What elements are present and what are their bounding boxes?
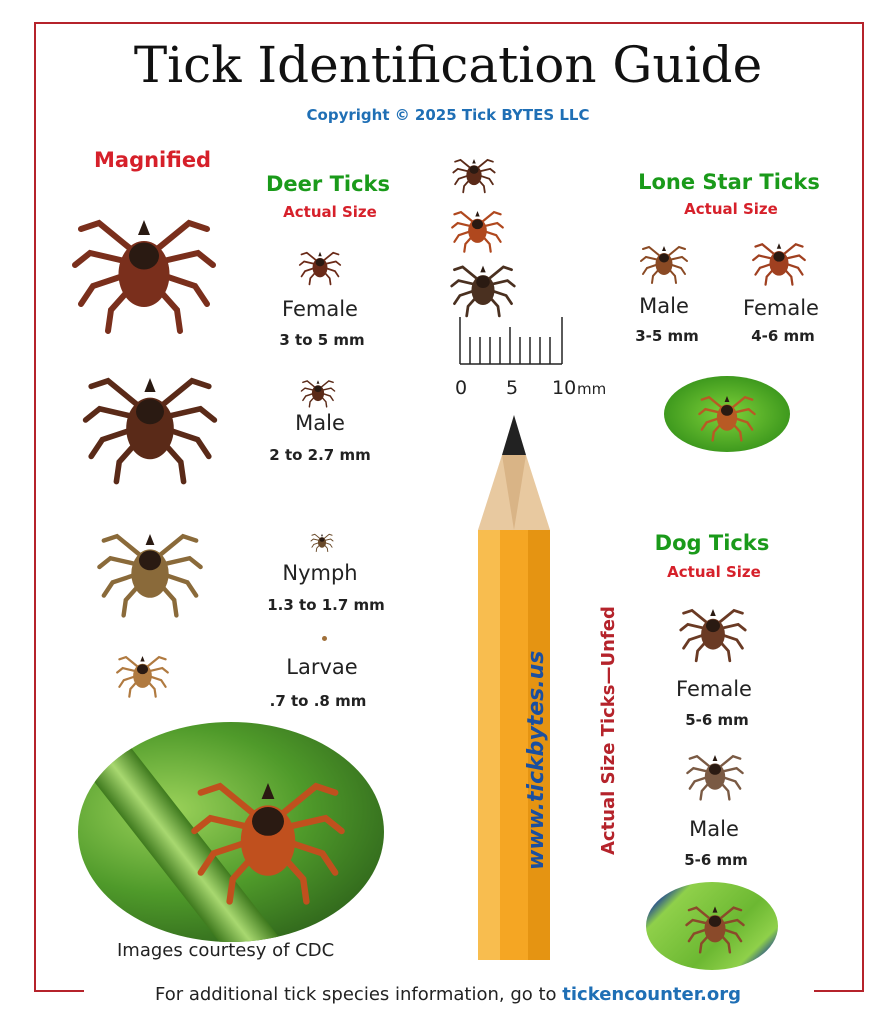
deer-nymph-size: 1.3 to 1.7 mm [267,596,385,614]
dog-tick-photo [646,882,778,970]
ruler-tick-10: 10 [552,377,577,399]
pencil-url: www.tickbytes.us [524,650,549,870]
deer-nymph-magnified-image [95,512,205,622]
magnified-label: Magnified [94,148,212,172]
middle-tick-image-3 [448,252,518,320]
lone-star-actual-size: Actual Size [684,200,778,218]
deer-actual-size: Actual Size [283,203,377,221]
deer-larvae-size: .7 to .8 mm [269,692,367,710]
lone-star-male-label: Male [639,294,689,318]
page-title: Tick Identification Guide [133,36,763,94]
dog-ticks-heading: Dog Ticks [654,531,770,555]
deer-female-label: Female [282,297,358,321]
lone-star-photo [664,376,790,452]
deer-tick-cdc-photo [78,722,384,942]
dog-male-size: 5-6 mm [684,851,748,869]
ruler-tick-5: 5 [505,377,519,399]
deer-female-size: 3 to 5 mm [279,331,365,349]
ruler-unit: mm [577,380,607,398]
lone-star-male-size: 3-5 mm [635,327,699,345]
copyright: Copyright © 2025 Tick BYTES LLC [306,106,590,124]
deer-female-actual-image [298,240,342,290]
dog-female-size: 5-6 mm [685,711,749,729]
lone-star-female-image [750,232,808,288]
lone-star-male-image [635,236,693,286]
footer-text: For additional tick species information, go to [154,984,563,1005]
ruler [455,312,575,370]
footer-link[interactable]: tickencounter.org [562,984,741,1005]
dog-male-image [685,738,745,808]
deer-female-magnified-image [54,190,234,340]
image-credit: Images courtesy of CDC [117,940,335,961]
deer-male-actual-image [300,372,336,410]
lone-star-female-size: 4-6 mm [751,327,815,345]
deer-ticks-heading: Deer Ticks [265,172,391,196]
deer-male-size: 2 to 2.7 mm [269,446,371,464]
deer-nymph-actual-image [310,528,334,554]
lone-star-heading: Lone Star Ticks [638,170,820,194]
dog-female-image [678,594,748,666]
deer-male-magnified-image [80,345,220,495]
dog-actual-size: Actual Size [667,563,761,581]
deer-larvae-actual-image [322,636,327,641]
dog-female-label: Female [676,677,752,701]
deer-nymph-label: Nymph [282,561,358,585]
deer-larvae-magnified-image [115,645,170,700]
dog-male-label: Male [689,817,739,841]
ruler-tick-0: 0 [454,377,468,399]
footer [0,984,896,1005]
lone-star-female-label: Female [743,296,819,320]
deer-male-label: Male [295,411,345,435]
deer-larvae-label: Larvae [286,655,358,679]
actual-size-unfed-note: Actual Size Ticks—Unfed [598,606,619,855]
middle-tick-image-2 [450,200,505,255]
middle-tick-image-1 [448,150,500,195]
